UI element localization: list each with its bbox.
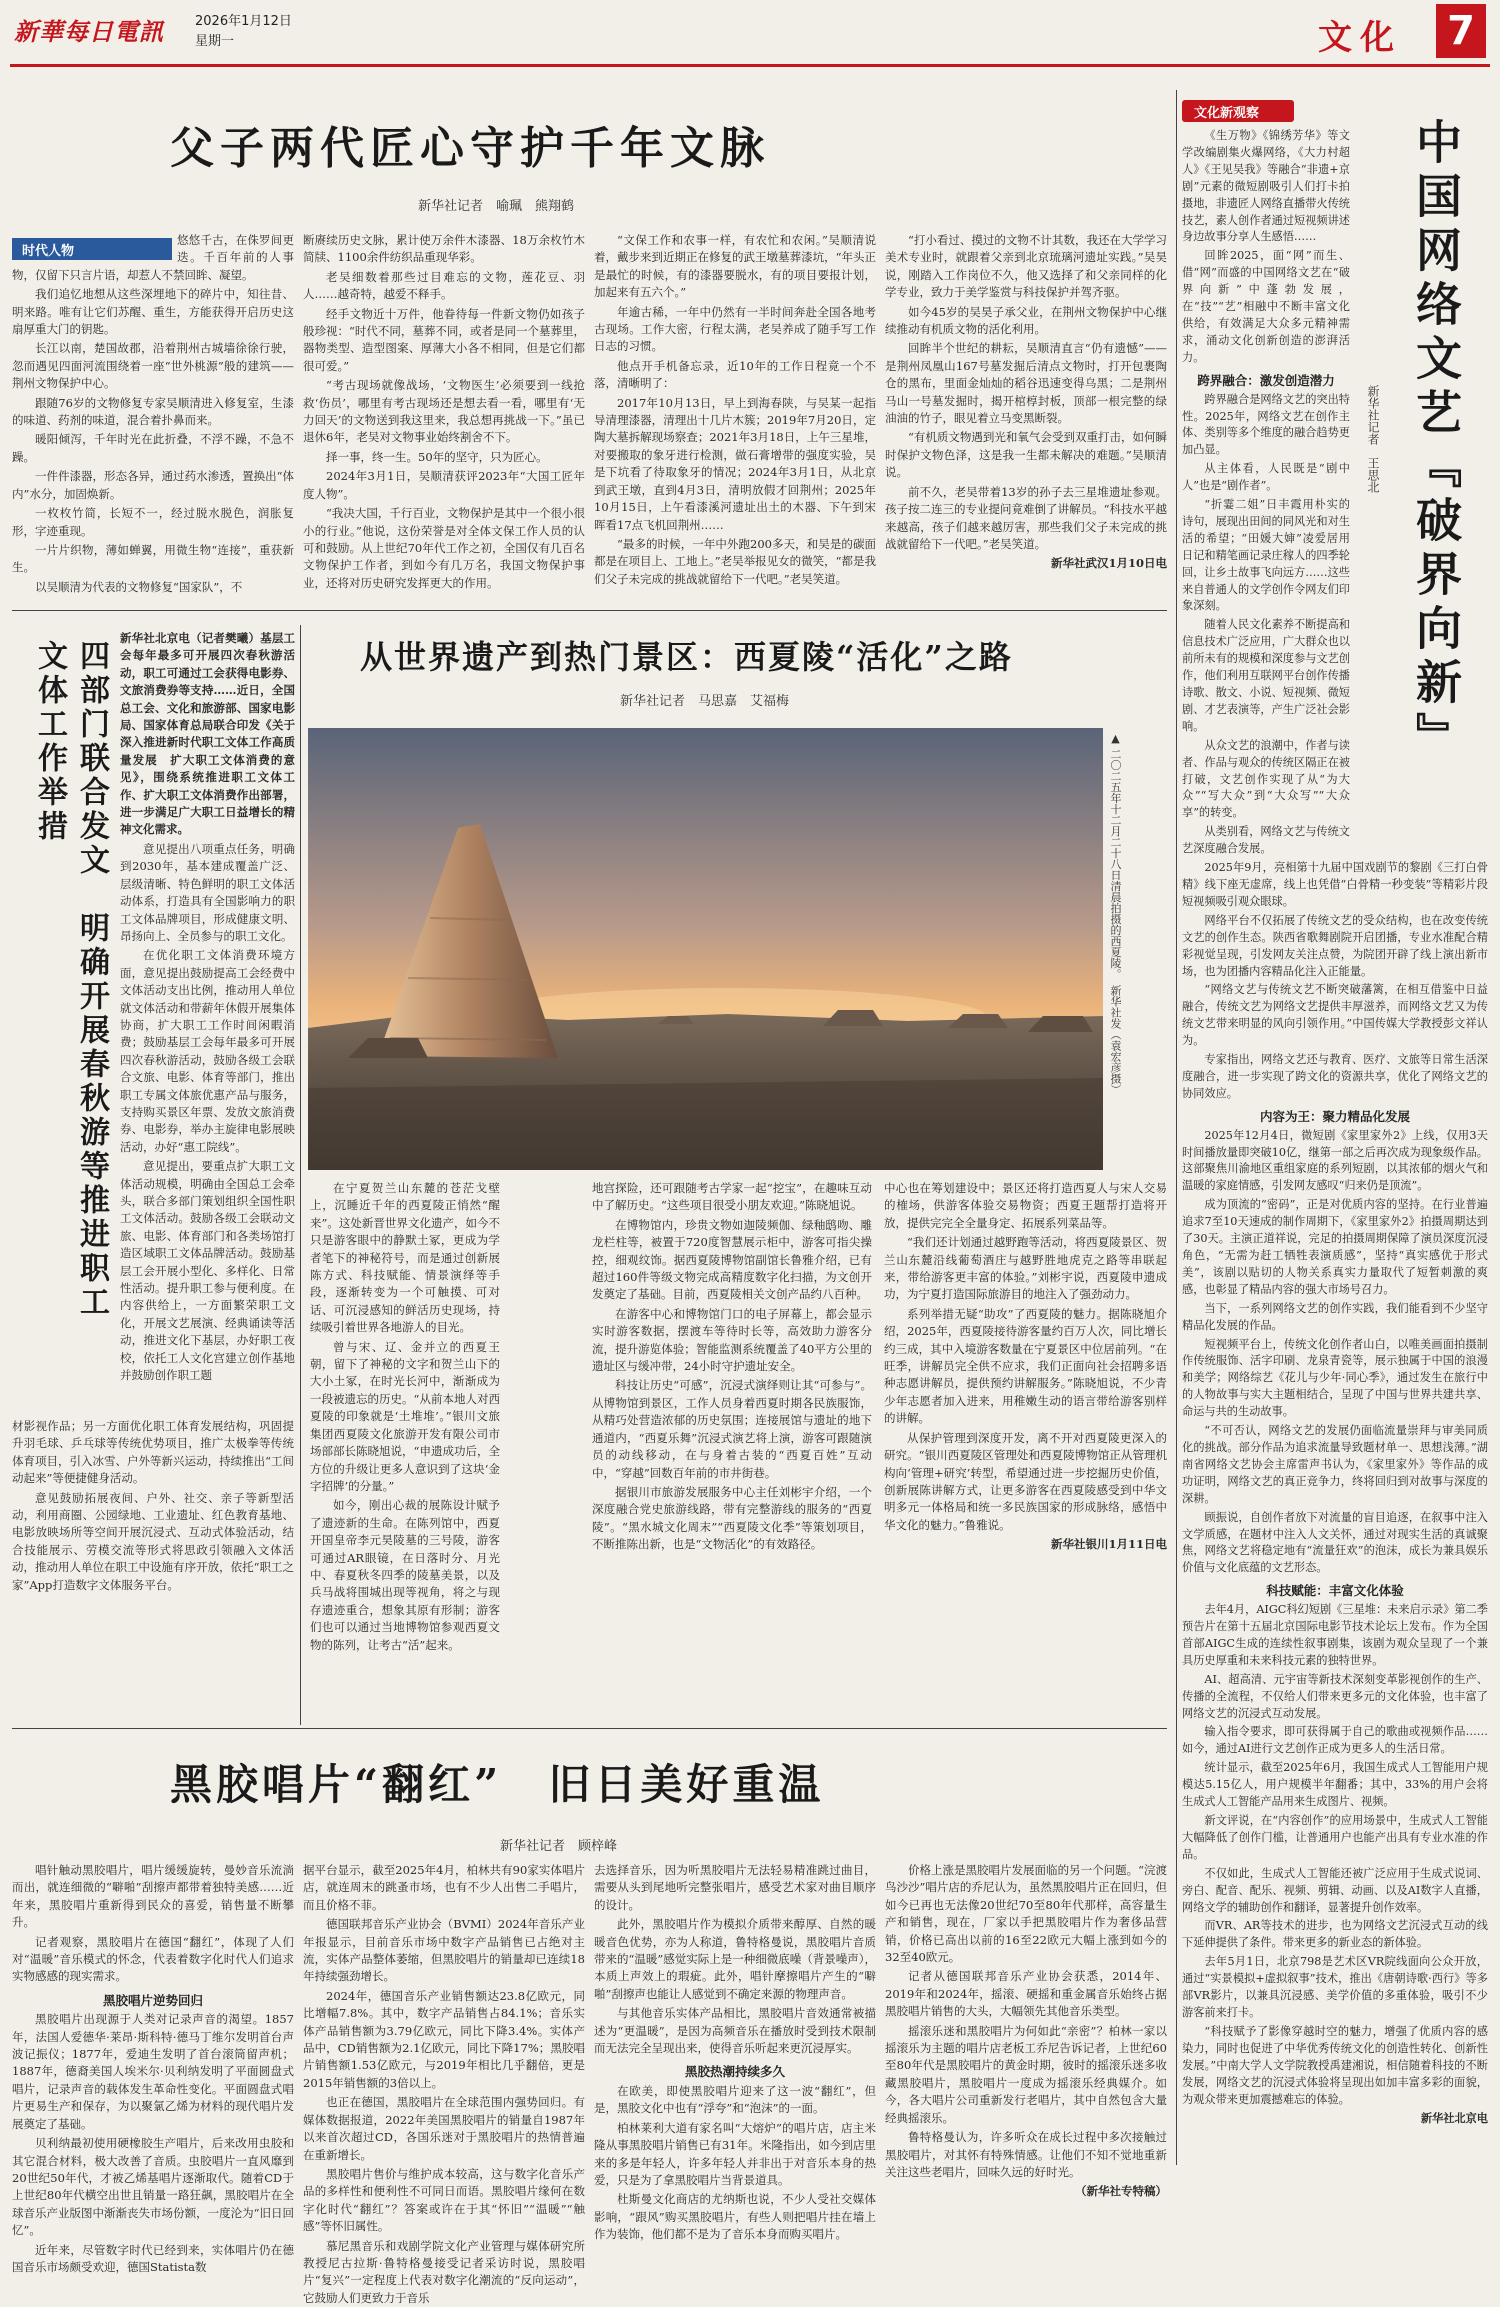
story3-col3 [884, 1180, 1167, 1720]
story3-para: 从保护管理到深度开发，离不开对西夏陵更深入的研究。“银川西夏陵区管理处和西夏陵博物馆正从管理机构向‘管理+研究’转型，希望通过进一步挖掘历史价值，创新展陈讲解方式，让更多游客在西夏陵感受到中华文明多元一体格局和统一多民族国家的形成脉络，感悟中华文化的魅力。”鲁雅说。 [884, 1430, 1167, 1532]
sidebar-para: 随着人民文化素养不断提高和信息技术广泛应用，广大群众也以前所未有的规模和深度参与文艺创作，他们利用互联网平台创作传播诗歌、散文、小说、短视频、微短剧、才艺表演等，产生广泛社会影响。 [1182, 618, 1350, 733]
sidebar-para: 回眸2025，面“网”而生、借“网”而盛的中国网络文艺在“破界向新”中蓬勃发展，在“技”“艺”相融中不断丰富文化供给，有效满足大众多元精神需求，涌动文化创新创造的澎湃活力。 [1182, 249, 1350, 364]
story1-dateline: 新华社武汉1月10日电 [1050, 556, 1167, 571]
story3-para: 据银川市旅游发展服务中心主任刘彬宇介绍，一个深度融合党史旅游线路，带有完整游线的服务的“西夏陵”。“黑水城文化周末”“西夏陵文化季”等策划项目，不断推陈出新，也是“文物活化”的有效路径。 [592, 1484, 872, 1552]
story3-col1 [310, 1180, 500, 1720]
story4-col4 [885, 1862, 1167, 2199]
sidebar-para: 成为顶流的“密码”，正是对优质内容的坚持。在行业普遍追求7至10天速成的制作周期下，《家里家外2》拍摄周期达到了30天。主演正道祥说，完足的拍摄周期保障了演员深度沉浸角色，“无需为赶工牺牲表演质感”，坚持“真实感优于形式美”，该剧以贴切的人物关系真实力量取代了短暂刺激的爽感，也彰显了精品内容的强大市场号召力。 [1182, 1198, 1488, 1296]
sidebar-para: 网络平台不仅拓展了传统文艺的受众结构，也在改变传统文艺的创作生态。陕西省歌舞剧院开启团播，专业水准配合精彩视觉呈现，引发网友关注点赞，为院团开辟了线上演出新市场，也为团播内容精品化注入正能量。 [1182, 913, 1488, 978]
masthead-date: 2026年1月12日 [195, 14, 292, 29]
story4-para: 价格上涨是黑胶唱片发展面临的另一个问题。“浣渡鸟沙沙”唱片店的乔尼认为，虽然黑胶唱片正在回归，但如今已再也无法像20世纪70至80年代那样，高容量生产和销售，现在，厂家以手把黑胶唱片作为奢侈品营销，价格已高出以前的16至22欧元大幅上涨到如今的32至40欧元。 [885, 1863, 1167, 1965]
story4-subhead: 黑胶热潮持续多久 [684, 2064, 785, 2080]
masthead-logo: 新華每日電訊 [14, 17, 164, 46]
story3-para: “我们还计划通过越野跑等活动，将西夏陵景区、贺兰山东麓沿线葡萄酒庄与越野胜地虎克之路等串联起来，带给游客更丰富的体验。”刘彬宇说，西夏陵申遗成功，为宁夏打造国际旅游目的地注入了强劲动力。 [884, 1235, 1167, 1302]
xixia-tombs-photo [308, 728, 1103, 1170]
divider [300, 625, 301, 1725]
masthead-weekday: 星期一 [195, 34, 235, 49]
story1-para: 经手文物近十万件，他眷待每一件新文物仍如孩子般珍视：“时代不同，墓葬不同，或者是同一个墓葬里，器物类型、造型图案、厚薄大小各不相同，但是它们都很可爱。” [303, 306, 585, 373]
story1-para: “有机质文物遇到光和氧气会受到双重打击，如何瞬时保护文物色泽，这是我一生都未解决的难题。”吴顺清说。 [885, 430, 1167, 480]
story4-para: 在欧美，即使黑胶唱片迎来了这一波“翻红”，但是，黑胶文化中也有“浮夸”和“泡沫”的一面。 [594, 2083, 876, 2116]
sidebar-para: 跨界融合是网络文艺的突出特性。2025年，网络文艺在创作主体、类别等多个维度的融合趋势更加凸显。 [1182, 392, 1350, 457]
story4-para: 也正在德国，黑胶唱片在全球范围内强势回归。有媒体数据报道，2022年美国黑胶唱片的销量自1987年以来首次超过CD，各国乐迷对于黑胶唱片的热情普遍在重新增长。 [303, 2095, 585, 2162]
story1-title: 父子两代匠心守护千年文脉 [170, 123, 770, 174]
sidebar-col [1182, 128, 1488, 2168]
story4-para: 柏林莱利大道有家名叫“大熔炉”的唱片店，店主米隆从事黑胶唱片销售已有31年。米隆指出，如今到店里来的多是年轻人，许多年轻人并非出于对音乐本身的热爱，只是为了拿黑胶唱片当背景道具。 [594, 2120, 876, 2187]
sidebar-para: 统计显示，截至2025年6月，我国生成式人工智能用户规模达5.15亿人，用户规模半年翻番；其中，33%的用户会将生成式人工智能产品用来生成图片、视频。 [1182, 1761, 1488, 1809]
story1-para: 悠悠千古，在侏罗间更迭。千百年前的人事物，仅留下只言片语，却惹人不禁回眸、凝望。 [12, 233, 294, 282]
story4-para: 2024年，德国音乐产业销售额达23.8亿欧元，同比增幅7.8%。其中，数字产品销售占84.1%；音乐实体产品销售额为3.79亿欧元，同比下降3.4%。实体产品中，CD销售额为2.1亿欧元，同比下降17%；黑胶唱片销售额1.53亿欧元，与2019年相比几乎翻倍，更是2015年销售额的3倍以上。 [303, 1988, 585, 2090]
sidebar-subhead: 跨界融合：激发创造潜力 [1197, 372, 1335, 388]
story2-col1 [120, 630, 295, 1410]
story4-para: 德国联邦音乐产业协会（BVMI）2024年音乐产业年报显示，目前音乐市场中数字产品销售已占绝对主流，实体产品整体萎缩，但黑胶唱片的销量却已连续18年持续强劲增长。 [303, 1917, 585, 1984]
story2-para: 意见鼓励拓展夜间、户外、社交、亲子等新型活动，利用商圈、公园绿地、工业遗址、红色教育基地、电影放映场所等空间开展沉浸式、互动式体验活动，结合技能展示、劳模交流等形式将思政引领融入文体活动，推动用人单位在职工中设施有序开放，依托“职工之家”App打造数字文体服务平台。 [12, 1490, 294, 1592]
story4-para: 据平台显示，截至2025年4月，柏林共有90家实体唱片店，就连周末的跳蚤市场，也有不少人出售二手唱片，而且价格不菲。 [303, 1863, 585, 1912]
sidebar-para: “折霎二姐”日丰霞用朴实的诗句，展现出田间的同风光和对生活的希望；“田媛大婶”凌爱居用日记和精笔画记录庄稼人的四季轮回，让乡土故事飞向远方……这些来自普通人的文学创作令网友们印象深刻。 [1182, 498, 1350, 613]
story1-col4 [885, 232, 1167, 602]
sidebar-badge [1182, 100, 1294, 122]
sidebar-para: 从主体看，人民既是“剧中人”也是“剧作者”。 [1182, 462, 1350, 493]
story3-para: 系列举措无疑“助攻”了西夏陵的魅力。据陈晓旭介绍，2025年，西夏陵接待游客量约百万人次，同比增长约三成，其中入境游客数量在宁夏景区中位居前列。“在旺季，讲解员完全供不应求，我们正面向社会招聘多语种志愿讲解员，提供预约讲解服务。”陈晓旭说，不少青少年志愿者加入进来，用稚嫩生动的语言带给游客别样的讲解。 [884, 1306, 1167, 1426]
story1-para: 断赓续历史文脉，累计使万余件木漆器、18万余枚竹木简牍、1100余件纺织品重现华彩。 [303, 233, 585, 265]
story1-para: “我决大国，千行百业，文物保护是其中一个很小很小的行业。”他说，这份荣誉是对全体文保工作人员的认可和鼓励。从上世纪70年代工作之初，全国仅有几百名文物保护工作者，到如今有几万名，我国文物保护事业，还将对历史研究发挥更大的作用。 [303, 506, 585, 590]
story4-para: 摇滚乐迷和黑胶唱片为何如此“亲密”？柏林一家以摇滚乐为主题的唱片店老板工乔尼告诉记者，上世纪60至80年代是黑胶唱片的黄金时期，彼时的摇滚乐迷多收藏黑胶唱片，黑胶唱片一度成为摇滚乐经典媒介。如今，各大唱片公司重新发行老唱片，其中自然包含大量经典摇滚乐。 [885, 2023, 1167, 2125]
story1-para: 一片片织物，薄如蝉翼，用微生物“连接”，重获新生。 [12, 542, 294, 575]
story2-para: 材影视作品；另一方面优化职工体育发展结构，巩固提升羽毛球、乒乓球等传统优势项目，推广太极拳等传统体育项目，引入冰雪、户外等新兴运动，持续推出“工间动起来”等便捷健身活动。 [12, 1419, 294, 1486]
xixia-tombs-illustration [308, 728, 1103, 1170]
sidebar-para: 当下，一系列网络文艺的创作实践，我们能看到不少坚守精品化发展的作品。 [1182, 1301, 1488, 1332]
masthead [0, 0, 1500, 64]
divider [12, 610, 1167, 611]
story4-col2 [303, 1862, 585, 2305]
story4-col1 [12, 1862, 294, 2274]
story1-para: 以吴顺清为代表的文物修复“国家队”，不 [35, 579, 243, 594]
story4-para: 杜斯曼文化商店的尤纳斯也说，不少人受社交媒体影响，“跟风”购买黑胶唱片，有些人则把唱片挂在墙上作为装饰，他们都不是为了音乐本身而购买唱片。 [594, 2192, 876, 2242]
story2-para: 意见提出，要重点扩大职工文体活动规模，明确由全国总工会牵头，联合多部门策划组织全国性职工文体活动。鼓励各级工会联动文旅、电影、体育部门和各类场馆打造区域职工文体品牌活动。鼓励基层工会开展小型化、多样化、日常性活动。提升职工参与便利度。在内容供给上，一方面繁荣职工文化，开展文艺展演、经典诵读等活动，推进文化下基层，办好职工夜校，依托工人文化宫建立创作基地并鼓励创作职工题 [120, 1159, 295, 1383]
sidebar-para: 顾振说，自创作者放下对流量的盲目追逐，在叙事中注入文学质感，在题材中注入人文关怀，通过对现实生活的真诚聚焦，网络文艺将稳定地有“流量狂欢”的泡沫，成长为兼具娱乐价值与文化底蕴的文艺形态。 [1182, 1510, 1488, 1575]
story4-col3 [594, 1862, 877, 2242]
story3-para: 中心也在筹划建设中；景区还将打造西夏人与宋人交易的榷场，供游客体验交易物资；西夏王题帮打造将开放，提供完完全全量身定、拓展系列菜品等。 [884, 1181, 1167, 1230]
story3-byline: 新华社记者 马思嘉 艾福梅 [620, 694, 790, 709]
story4-para: 记者从德国联邦音乐产业协会获悉，2014年、2019年和2024年，摇滚、硬摇和重金属音乐始终占据黑胶唱片销售的大头，大幅领先其他音乐类型。 [885, 1969, 1167, 2019]
sidebar-para: 专家指出，网络文艺还与教育、医疗、文旅等日常生活深度融合，进一步实现了跨文化的资源共享，优化了网络文艺的协同效应。 [1182, 1053, 1488, 1100]
story1-para: 如今45岁的吴昊子承父业，在荆州文物保护中心继续推动有机质文物的活化利用。 [885, 304, 1167, 337]
story4-para: 与其他音乐实体产品相比，黑胶唱片音效通常被描述为“更温暖”，是因为高频音乐在播放时受到技术限制而无法完全呈现出来，使得音乐听起来更沉浸厚实。 [594, 2006, 876, 2056]
sidebar-para: 而VR、AR等技术的进步，也为网络文艺沉浸式互动的线下延伸提供了条件。带来更多的新业态的新体验。 [1182, 1919, 1488, 1950]
story3-para: 地宫探险，还可跟随考古学家一起“挖宝”，在趣味互动中了解历史。“这些项目很受小朋友欢迎。”陈晓旭说。 [592, 1181, 872, 1213]
story1-para: 我们追忆地想从这些深埋地下的碎片中，知往昔、明来路。唯有让它们苏醒、重生，方能获得开启历史这扇厚重大门的钥匙。 [12, 287, 294, 337]
story1-tag-label: 时代人物 [22, 244, 75, 259]
story3-para: 在博物馆内，珍贵文物如迦陵频伽、绿釉鸱吻、雕龙栏柱等，被置于720度智慧展示柜中，游客可指尖操控，细观纹饰。据西夏陵博物馆副馆长鲁雅介绍，已有超过160件等级文物完成高精度数字化扫描，为文创开发奠定了基础。目前，西夏陵相关文创产品约八百种。 [592, 1217, 872, 1302]
story1-para: 年逾古稀，一年中仍然有一半时间奔赴全国各地考古现场。工作大密，行程太满，老吴养成了随手写工作日志的习惯。 [594, 304, 876, 354]
story4-byline: 新华社记者 顾梓峰 [500, 1839, 618, 1854]
story4-para: 慕尼黑音乐和戏剧学院文化产业管理与媒体研究所教授尼古拉斯·鲁特格曼接受记者采访时说，黑胶唱片“复兴”一定程度上代表对数字化潮流的“反向运动”，它鼓励人们更致力于音乐 [303, 2238, 585, 2305]
story3-para: 科技让历史“可感”，沉浸式演绎则让其“可参与”。从博物馆到景区，工作人员身着西夏时期各民族服饰，从精巧处营造浓郁的历史氛围；连接展馆与遗址的地下通道内，“西夏乐舞”沉浸式演艺将上演，游客可跟随演员的动线移动，在与身着古装的“西夏百姓”互动中，“穿越”回数百年前的市井街巷。 [592, 1378, 872, 1480]
story4-dateline: （新华社专特稿） [1075, 2184, 1167, 2199]
masthead-rule [10, 64, 1490, 67]
sidebar-subhead: 科技赋能：丰富文化体验 [1266, 1583, 1404, 1599]
story1-para: 前不久，老吴带着13岁的孙子去三星堆遗址参观。孩子按二连三的专业提问竟难倒了讲解员。“科技水平越来越高，孩子们越来越厉害，那些我们父子未完成的挑战就留给下一代吧。”老吴笑道。 [885, 484, 1167, 551]
sidebar-badge-label: 文化新观察 [1194, 106, 1260, 121]
sidebar-para: 不仅如此，生成式人工智能还被广泛应用于生成式说词、旁白、配音、配乐、视频、剪辑、动画、以及AI数字人直播，网络文学的辅助创作和翻译，显著提升创作效率。 [1182, 1866, 1488, 1914]
sidebar-para: 从众文艺的浪潮中，作者与读者、作品与观众的传统区隔正在被打破，文艺创作实现了从“为大众”“写大众”到“大众写”“大众享”的转变。 [1182, 738, 1350, 820]
sidebar-subhead: 内容为王：聚力精品化发展 [1259, 1108, 1410, 1124]
sidebar-para: 2025年12月4日，微短剧《家里家外2》上线，仅用3天时间播放量即突破10亿，继第一部之后再次成为现象级作品。这部聚焦川渝地区重组家庭的系列短剧，以其浓郁的烟火气和温暖的家庭情感，引发网友感叹“归来仍是顶流”。 [1182, 1128, 1488, 1193]
story4-para: 去选择音乐，因为听黑胶唱片无法轻易精准跳过曲目，需要从头到尾地听完整张唱片，感受艺术家对曲目顺序的设计。 [594, 1863, 876, 1912]
story3-title: 从世界遗产到热门景区：西夏陵“活化”之路 [360, 638, 1013, 676]
story1-para: “文保工作和农事一样，有农忙和农闲。”吴顺清说着，戴步来到近期正在修复的武王墩墓葬漆坑，“年头正是最忙的时候，有的漆器要脱水，有的项目要报计划，加起来有五六个。” [594, 233, 876, 300]
story1-para: 长江以南，楚国故郡，沿着荆州古城墙徐徐行驶，忽而遇见四面河流围绕着一座“世外桃源”般的建筑——荆州文物保护中心。 [12, 341, 294, 391]
story4-title: 黑胶唱片“翻红” 旧日美好重温 [170, 1760, 825, 1809]
story1-para: 2024年3月1日，吴顺清获评2023年“大国工匠年度人物”。 [303, 469, 585, 501]
divider [1176, 90, 1177, 2165]
sidebar-para: AI、超高清、元宇宙等新技术深刻变革影视创作的生产、传播的全流程，不仅给人们带来更多元的文化体验，也丰富了网络文艺的沉浸式互动发展。 [1182, 1672, 1488, 1720]
story1-para: “打小看过、摸过的文物不计其数，我还在大学学习美术专业时，就跟着父亲到北京琉璃河遗址实践。”吴昊说，刚踏入工作岗位不久，他又选择了和父亲同样的化学专业，致力于美学鉴赏与科技保护并驾齐驱。 [885, 233, 1167, 300]
sidebar-dateline: 新华社北京电 [1420, 2111, 1488, 2126]
story1-para: 一枚枚竹简，长短不一，经过脱水脱色，润胀复形，字迹重现。 [12, 506, 294, 538]
story1-para: 回眸半个世纪的耕耘，吴顺清直言“仍有遗憾”——是荆州凤凰山167号墓发掘后清点文物时，打开包裹陶仓的黑布，里面金灿灿的稻谷迅速变得乌黑；二是荆州马山一号墓发掘时，揭开棺椁封板，顶部一根完整的绿油油的竹子，眼见着立马变黑断裂。 [885, 341, 1167, 426]
sidebar-para: 《生万物》《锦绣芳华》等文学改编剧集火爆网络，《大力村超人》《王见吴我》等融合“非遗+京剧”元素的微短剧吸引人们打卡拍摄地，非遗匠人网络直播带火传统技艺，素人创作者通过短视频讲述身边故事分享人生感悟…… [1182, 129, 1350, 244]
story2-col2 [12, 1418, 294, 1712]
story1-para: 跟随76岁的文物修复专家吴顺清进入修复室，生漆的味道、药剂的味道，混合着扑鼻而来。 [12, 395, 294, 428]
sidebar-byline: 新华社记者 王思北 [1366, 385, 1380, 493]
sidebar-para: 输入指令要求，即可获得属于自己的歌曲或视频作品……如今，通过AI进行文艺创作正成为更多人的生活日常。 [1182, 1725, 1488, 1756]
story1-para: “最多的时候，一年中外跑200多天，和吴是的碳面都是在项目上、工地上。”老吴举报见女的微笑，“都是我们父子未完成的挑战就留给下一代吧。”老吴笑道。 [594, 536, 877, 586]
story1-col3 [594, 232, 876, 602]
story3-para: 在游客中心和博物馆门口的电子屏幕上，都会显示实时游客数据，摆渡车等待时长等，高效助力游客分流，提升游览体验；智能监测系统覆盖了40平方公里的遗址区与缓冲带，24小时守护遗址安全。 [592, 1306, 872, 1374]
section-name: 文化 [1318, 18, 1402, 58]
story4-para: 黑胶唱片出现源于人类对记录声音的渴望。1857年，法国人爱德华·莱昂·斯科特·德马丁维尔发明首台声波记振仪；1877年，爱迪生发明了首台滚筒留声机；1887年，德裔美国人埃米尔·贝利纳发明了平面圆盘式唱片，记录声音的载体发生革命性变化。平面圆盘式唱片更易生产和保存，为以聚氯乙烯为材料的现代唱片发展奠定了基础。 [12, 2012, 294, 2131]
sidebar-title: 中国网络文艺『破界向新』 [1409, 118, 1463, 766]
story1-para: “考古现场就像战场，‘文物医生’必须要到一线抢救‘伤员’，哪里有考古现场还是想去看一看，哪里有‘无力回天’的文物送到我这里来，我总想再挑战一下。”虽已退休6年，老吴对文物事业始终割舍不下。 [303, 378, 585, 445]
sidebar-para: 去年4月，AIGC科幻短剧《三星堆：未来启示录》第二季预告片在第十五届北京国际电影节技术论坛上发布。作为全国首部AIGC生成的连续性叙事剧集，该剧为观众呈现了一个兼具历史厚重和未来科技元素的独特世界。 [1182, 1603, 1488, 1667]
story4-subhead: 黑胶唱片逆势回归 [102, 1992, 203, 2008]
divider [12, 1728, 1167, 1729]
story1-para: 2017年10月13日，早上到海春陕，与吴某一起指导清理漆器，清理出十几片木簇；2019年7月20日，定陶大墓拆解现场察查；2021年3月18日，上午三星堆，对要搬取的象牙进行检测，做石膏增带的强度实验，吴是下坑看了待取象牙的情况；2024年3月1日，从北京到武王墩，直到4月3日，清明放假才回荆州；2025年10月15日，上午看漆溪河遗址出土的木器、下午到宋晖看17点飞机回荆州…… [594, 395, 876, 532]
story4-para: 黑胶唱片售价与维护成本较高，这与数字化音乐产品的多样性和便利性不可同日而语。黑胶唱片缘何在数字化时代“翻红”？答案或许在于其“怀旧”“温暖”“触感”等怀旧属性。 [303, 2166, 585, 2234]
story1-para: 择一事，终一生。50年的坚守，只为匠心。 [326, 449, 548, 464]
story2-title: 四部门联合发文 明确开展春秋游等推进职工文体工作举措 [32, 640, 109, 1320]
sidebar-para: 去年5月1日，北京798是艺术区VR院线面向公众开放，通过“实景模拟+虚拟叙事”技术，推出《唐朝诗歌·西行》等多部VR影片，以兼具沉浸感、美学价值的多重体验，吸引不少游客前来打卡。 [1182, 1955, 1488, 2019]
sidebar-para: “网络文艺与传统文艺不断突破藩篱，在相互借鉴中日益融合，传统文艺为网络文艺提供丰厚滋养，而网络文艺又为传统文艺带来明显的风向引领作用。”中国传媒大学教授彭文祥认为。 [1182, 983, 1488, 1048]
sidebar-para: “科技赋予了影像穿越时空的魅力，增强了优质内容的感染力，同时也促进了中华优秀传统文化的创造性转化、创新性发展。”中南大学人文学院教授禹建湘说，相信随着科技的不断发展，网络文艺的沉浸式体验将呈现出如加丰富多彩的面貌，为观众带来更加震撼难忘的体验。 [1182, 2024, 1488, 2106]
story1-byline: 新华社记者 喻珮 熊翔鹤 [418, 199, 575, 214]
sidebar-para: 新文评说，在“内容创作”的应用场景中，生成式人工智能大幅降低了创作门槛，让普通用户也能产出具有专业水准的作品。 [1182, 1814, 1488, 1861]
story4-para: 近年来，尽管数字时代已经到来，实体唱片仍在德国音乐市场颇受欢迎，德国Statista数 [12, 2242, 294, 2274]
story3-para: 在宁夏贺兰山东麓的苍茫戈壁上，沉睡近千年的西夏陵正悄然“醒来”。这处新晋世界文化遗产，如今不只是游客眼中的静默土冢，更成为学者笔下的神秘符号，而是通过创新展陈方式、科技赋能、情景演绎等手段，逐渐转变为一个可触摸、可对话、可沉浸感知的鲜活历史现场，持续吸引着世界各地游人的目光。 [310, 1181, 500, 1335]
story4-para: 记者观察，黑胶唱片在德国“翻红”，体现了人们对“温暖”音乐模式的怀念，代表着数字化时代人们追求实物感感的现实需求。 [12, 1934, 294, 1984]
story3-para: 曾与宋、辽、金并立的西夏王朝，留下了神秘的文字和贺兰山下的大小土冢，在时光长河中，渐渐成为一段被遗忘的历史。“从前本地人对西夏陵的印象就是‘土堆堆’。”银川文旅集团西夏陵文化旅游开发有限公司市场部部长陈晓旭说，“申遗成功后，全方位的升级让更多人意识到了这块‘金字招牌’的分量。” [310, 1339, 500, 1493]
sidebar-para: 2025年9月，亮相第十九届中国戏剧节的黎剧《三打白骨精》线下座无虚席，线上也凭借“白骨精一秒变装”等精彩片段短视频吸引观众眼球。 [1182, 861, 1488, 908]
story1-para: 暖阳倾泻，千年时光在此折叠，不浮不躁，不急不躁。 [12, 432, 294, 464]
story3-para: 如今，刚出心裁的展陈设计赋予了遗迹新的生命。在陈列馆中，西夏开国皇帝李元昊陵墓的三号陵，游客可通过AR眼镜，在日落时分、月光中、春夏秋冬四季的陵墓美景，以及兵马战将围城出现等视角，将之与现存遗迹重合，想象其原有形制；游客们也可以通过当地博物馆参观西夏文物的陈列，让考古“活”起来。 [310, 1498, 500, 1652]
sidebar-para: “不可否认，网络文艺的发展仍面临流量崇拜与审美同质化的挑战。部分作品为追求流量导致题材单一、思想浅薄。”湖南省网络文艺协会主席雷声书认为，《家里家外》等作品的成功证明，网络文艺的真正竞争力，终将回归到对故事与深度的深耕。 [1182, 1424, 1488, 1505]
story2-para: 意见提出八项重点任务，明确到2030年，基本建成覆盖广泛、层级清晰、特色鲜明的职工文体活动体系，打造具有全国影响力的职工文体品牌项目，形成健康文明、昂扬向上、全员参与的职工文化。 [120, 841, 295, 943]
story2-para: 新华社北京电（记者樊曦）基层工会每年最多可开展四次春秋游活动，职工可通过工会获得电影券、文旅消费券等支持……近日，全国总工会、文化和旅游部、国家电影局、国家体育总局联合印发《关于深入推进新时代职工文体工作高质量发展 扩大职工文体消费的意见》，围绕系统推进职工文体工作、扩大职工文体消费作出部署，进一步满足广大职工日益增长的精神文化需求。 [120, 631, 295, 837]
sidebar-para: 短视频平台上，传统文化创作者山白，以唯美画面拍摄制作传统服饰、活字印刷、龙泉青瓷等，展示独属于中国的浪漫和美学；网络综艺《花儿与少年·同心季》，通过发生在旅行中的人物故事与实大主题相结合，呈现了中国与世界共建共享、命运与共的生动故事。 [1182, 1337, 1488, 1419]
photo-caption: ▲ 二〇二五年十二月二十八日清晨拍摄的西夏陵。 新华社发（袁宏彦摄） [1109, 732, 1122, 1095]
story1-col2 [303, 232, 585, 602]
story1-para: 一件件漆器，形态各异，通过药水渗透，置换出“体内”水分，加固焕新。 [12, 469, 294, 501]
story3-col2 [592, 1180, 872, 1720]
story4-para: 此外，黑胶唱片作为模拟介质带来醇厚、自然的暖暖音色优势，亦为人称道，鲁特格曼说，黑胶唱片音质带来的“温暖”感觉实际上是一种细微底噪（背景噪声），本质上声效上的瑕疵。此外，唱针摩擦唱片产生的“噼啪”刮擦声也能让人感觉到不确定来源的物理声音。 [594, 1917, 877, 2001]
story1-para: 老吴细数着那些过目难忘的文物，莲花豆、羽人……越奇特，越爱不释手。 [303, 269, 585, 302]
story2-para: 在优化职工文体消费环境方面，意见提出鼓励提高工会经费中文体活动支出比例，推动用人单位就文体活动和带薪年休假开展集体协商，扩大职工工作时间闲暇消费；鼓励基层工会每年最多可开展四次春秋游活动，鼓励各级工会联合文旅、电影、体育等部门，推出职工专属文体旅优惠产品与服务，支持购买景区年票、发放文旅消费券、电影券，举办主旋律电影展映活动，办好“惠工院线”。 [120, 948, 295, 1154]
sidebar-para: 从类别看，网络文艺与传统文艺深度融合发展。 [1182, 825, 1350, 856]
story4-para: 贝利纳最初使用硬橡胶生产唱片，后来改用虫胶和其它混合材料，极大改善了音质。虫胶唱片一直风靡到20世纪50年代，才被乙烯基唱片逐渐取代。随着CD于上世纪80年代横空出世且销量一路狂飙，黑胶唱片在全球音乐产业版图中渐渐丧失市场份额，一度沦为“旧日回忆”。 [12, 2136, 294, 2238]
page-number: 7 [1436, 4, 1486, 58]
story4-para: 唱针触动黑胶唱片，唱片缓缓旋转，曼妙音乐流淌而出，就连细微的“噼啪”刮擦声都带着独特美感……近年来，黑胶唱片重新得到民众的喜爱，销售量不断攀升。 [12, 1863, 294, 1930]
story1-para: 他点开手机备忘录，近10年的工作日程竟一个不落，清晰明了： [594, 358, 876, 391]
story1-col1 [12, 232, 294, 602]
story4-para: 鲁特格曼认为，许多听众在成长过程中多次接触过黑胶唱片，对其怀有特殊情感。让他们不知不觉地重新关注这些老唱片，回味久远的好时光。 [885, 2130, 1167, 2179]
story3-dateline: 新华社银川1月11日电 [1050, 1537, 1167, 1552]
